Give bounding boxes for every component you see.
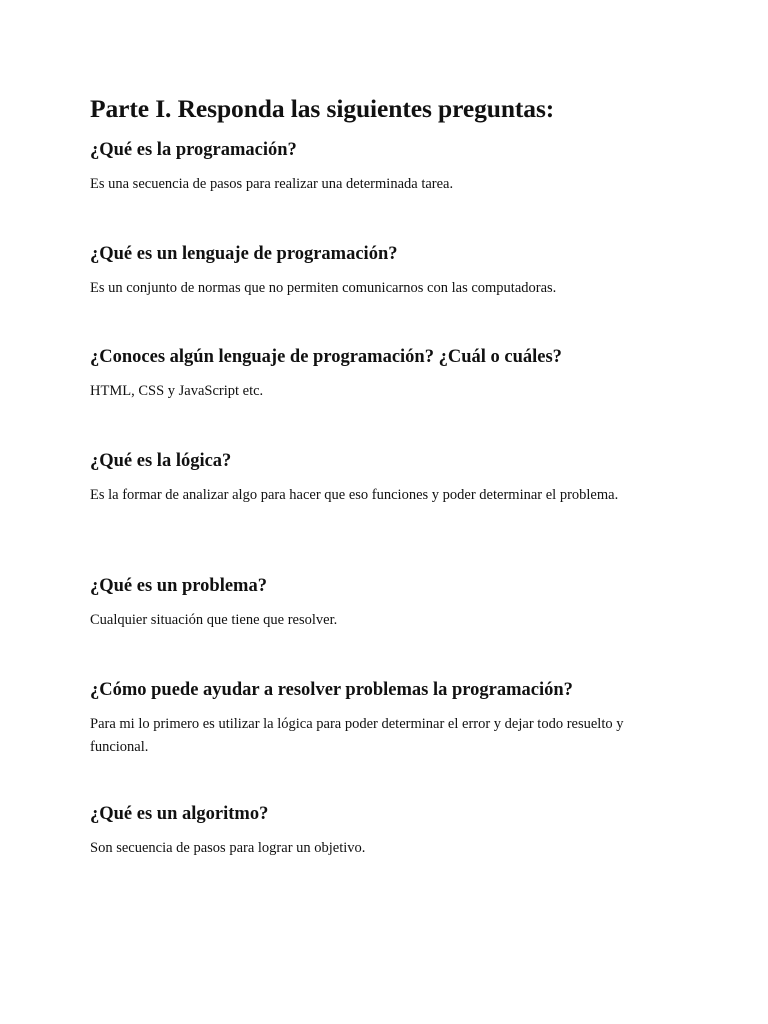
question-heading: ¿Conoces algún lenguaje de programación? ¿Cuál o cuáles? — [90, 347, 562, 367]
qa-item-problema — [90, 574, 337, 632]
question-heading: ¿Qué es la programación? — [90, 140, 297, 160]
answer-text: Es la formar de analizar algo para hacer que eso funciones y poder determinar el problema. — [90, 487, 619, 503]
qa-item-programacion — [90, 138, 453, 196]
qa-item-lenguaje — [90, 242, 556, 300]
qa-item-logica — [90, 449, 618, 507]
qa-item-algoritmo — [90, 802, 365, 860]
answer-text: HTML, CSS y JavaScript etc. — [90, 383, 264, 399]
question-heading: ¿Cómo puede ayudar a resolver problemas la programación? — [90, 680, 573, 700]
qa-item-conoces-lenguaje — [90, 345, 562, 403]
document-page — [90, 91, 650, 856]
answer-text: Son secuencia de pasos para lograr un objetivo. — [90, 840, 366, 856]
question-heading: ¿Qué es un lenguaje de programación? — [90, 244, 398, 264]
answer-text: Es una secuencia de pasos para realizar una determinada tarea. — [90, 176, 454, 192]
question-heading: ¿Qué es un problema? — [90, 576, 267, 596]
document-title: Parte I. Responda las siguientes preguntas: — [90, 94, 555, 123]
qa-item-resolver-problemas — [90, 678, 650, 759]
question-heading: ¿Qué es un algoritmo? — [90, 804, 269, 824]
answer-text: Es un conjunto de normas que no permiten comunicarnos con las computadoras. — [90, 280, 557, 296]
answer-text: Para mi lo primero es utilizar la lógica para poder determinar el error y dejar todo resuelto y funcional. — [90, 716, 624, 755]
answer-text: Cualquier situación que tiene que resolver. — [90, 612, 338, 628]
question-heading: ¿Qué es la lógica? — [90, 451, 232, 471]
